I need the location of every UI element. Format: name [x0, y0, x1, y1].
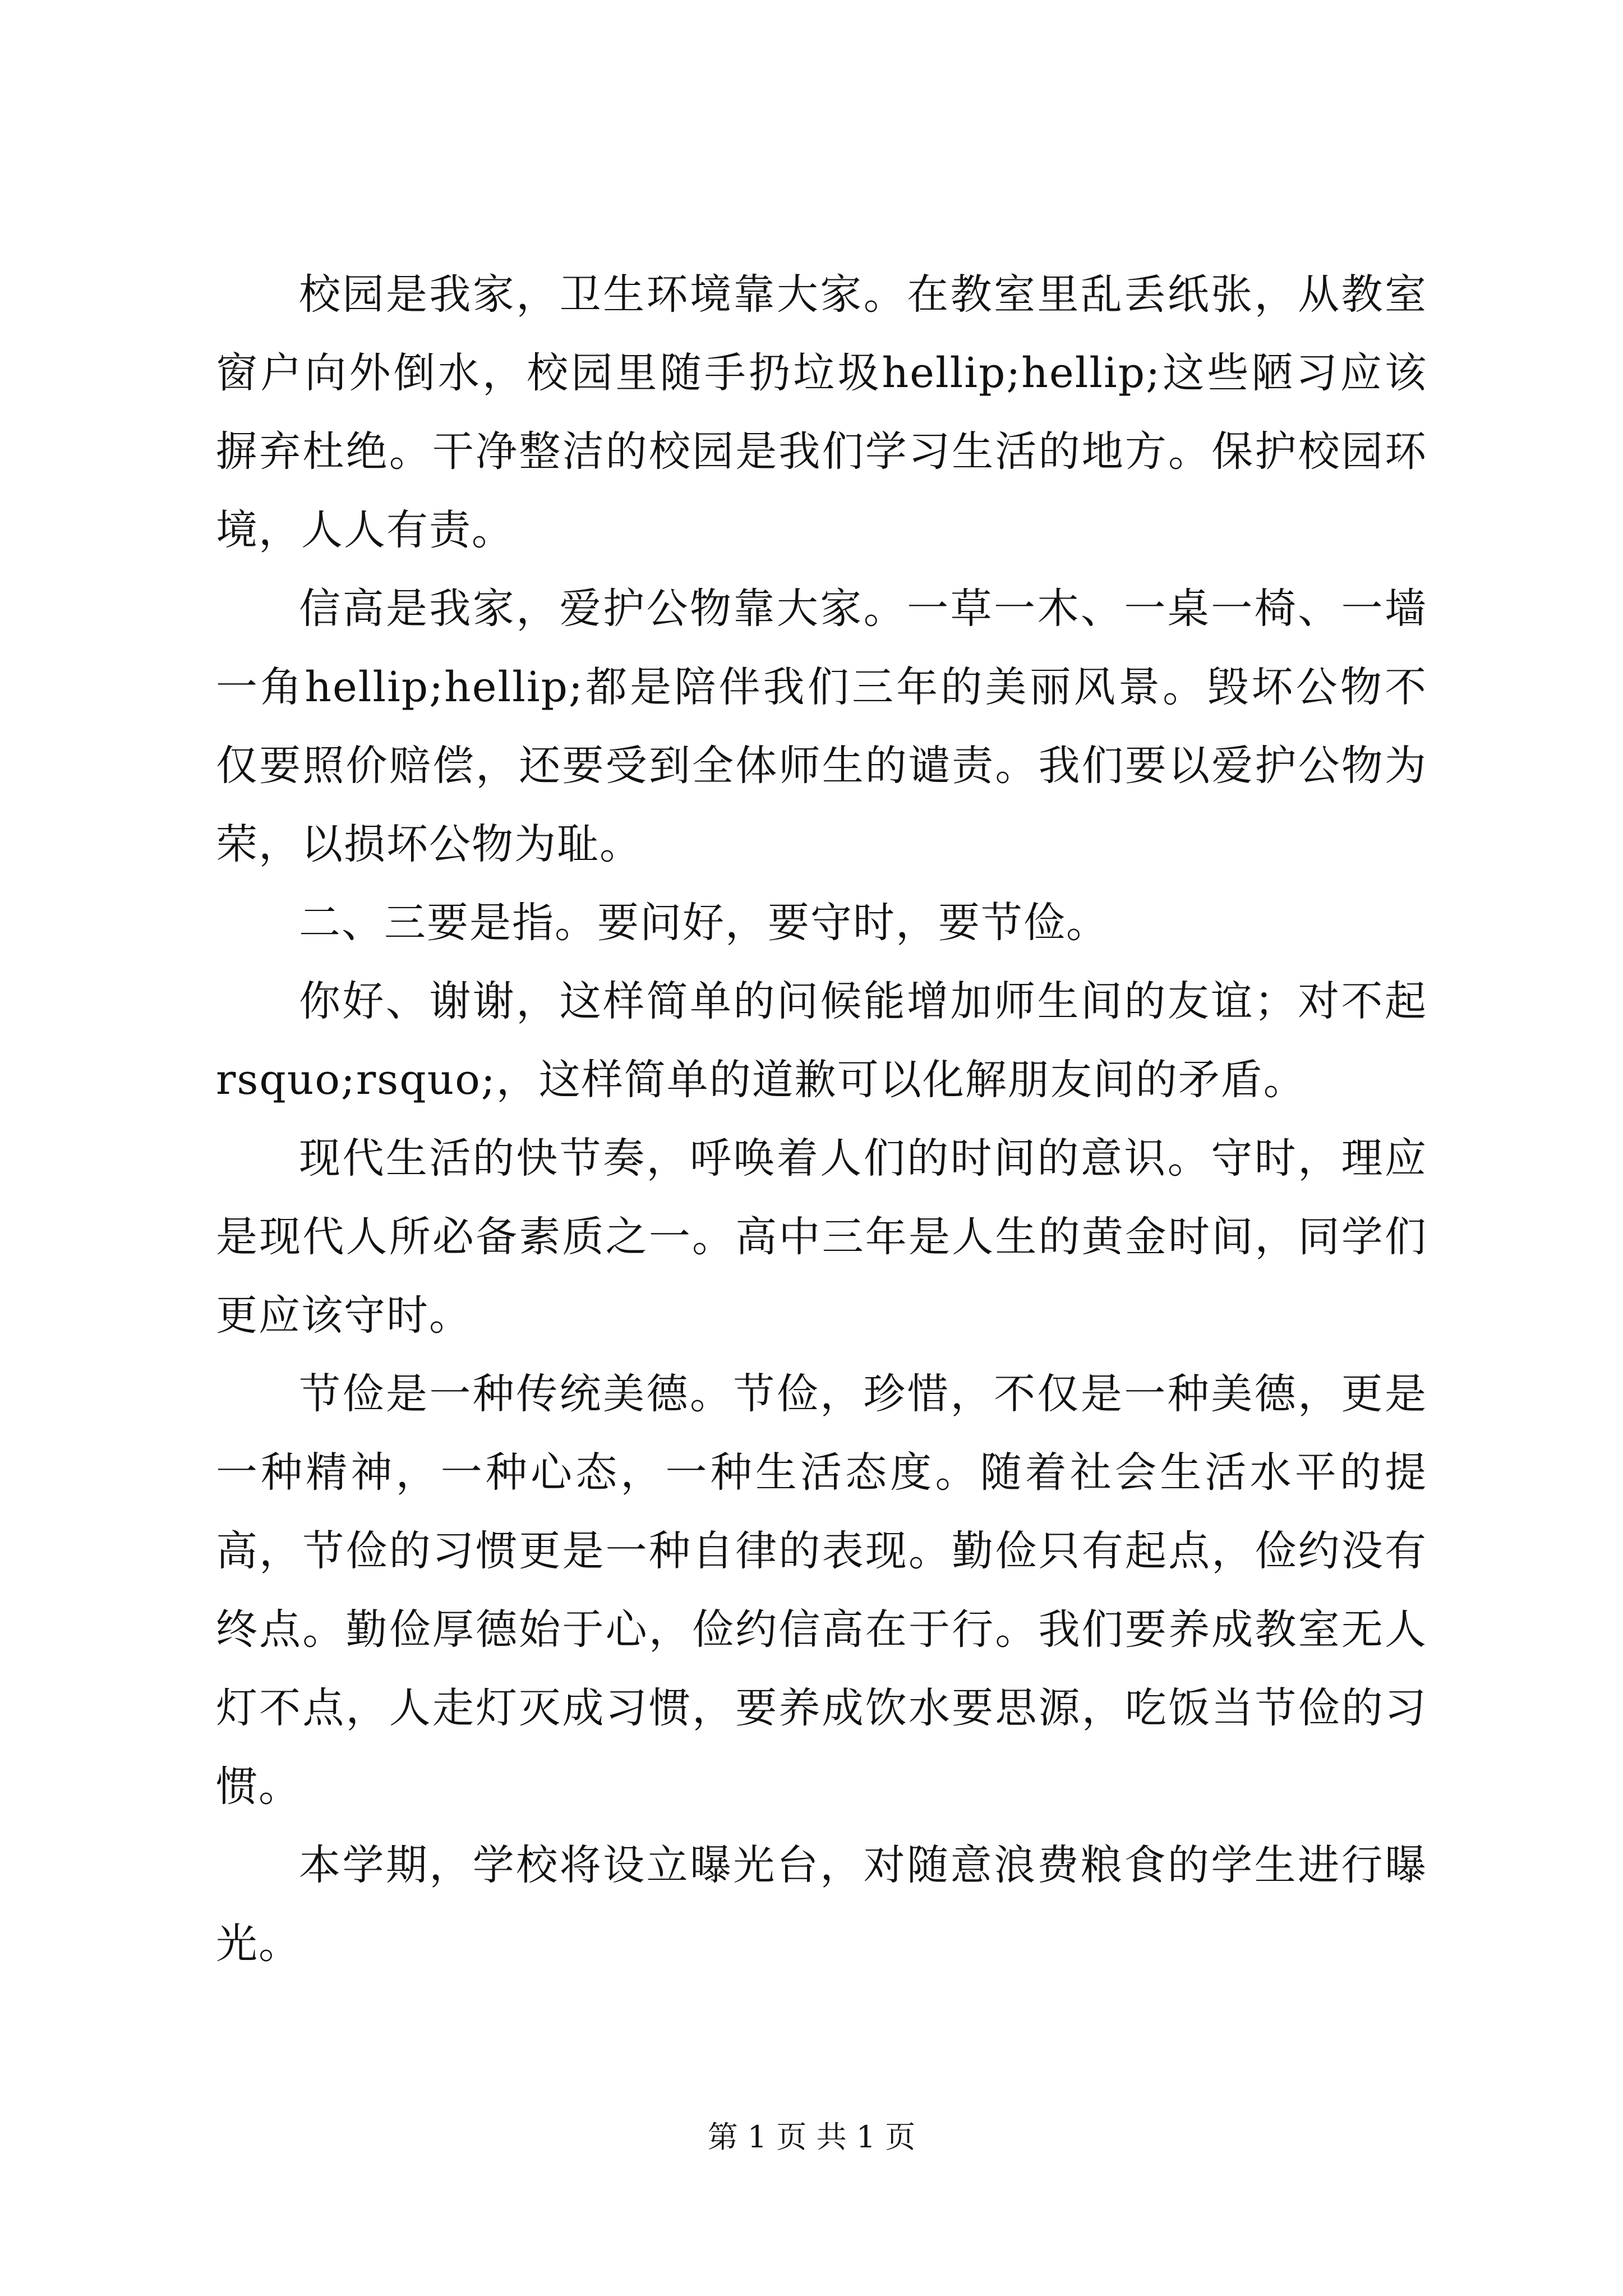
- paragraph-protect-property: 信高是我家，爱护公物靠大家。一草一木、一桌一椅、一墙一角hellip;hellip;都是陪伴我们三年的美丽风景。毁坏公物不仅要照价赔偿，还要受到全体师生的谴责。我们要以爱护公物为荣，以损坏公物为耻。: [216, 585, 1427, 868]
- paragraph-campus-hygiene: 校园是我家，卫生环境靠大家。在教室里乱丢纸张，从教室窗户向外倒水，校园里随手扔垃圾hellip;hellip;这些陋习应该摒弃杜绝。干净整洁的校园是我们学习生活的地方。保护校园环境，人人有责。: [216, 270, 1427, 554]
- paragraph-greetings: 你好、谢谢，这样简单的问候能增加师生间的友谊；对不起rsquo;rsquo;，这样简单的道歉可以化解朋友间的矛盾。: [216, 977, 1427, 1104]
- paragraph-punctuality: 现代生活的快节奏，呼唤着人们的时间的意识。守时，理应是现代人所必备素质之一。高中三年是人生的黄金时间，同学们更应该守时。: [216, 1134, 1427, 1340]
- paragraph-three-musts: 二、三要是指。要问好，要守时，要节俭。: [299, 899, 1109, 947]
- page-footer: 第 1 页 共 1 页: [707, 2119, 916, 2155]
- paragraph-exposure-board: 本学期，学校将设立曝光台，对随意浪费粮食的学生进行曝光。: [216, 1841, 1427, 1968]
- paragraph-thrift: 节俭是一种传统美德。节俭，珍惜，不仅是一种美德，更是一种精神，一种心态，一种生活态度。随着社会生活水平的提高，节俭的习惯更是一种自律的表现。勤俭只有起点，俭约没有终点。勤俭厚德始于心，俭约信高在于行。我们要养成教室无人灯不点，人走灯灭成习惯，要养成饮水要思源，吃饭当节俭的习惯。: [216, 1370, 1427, 1811]
- document-body: [216, 255, 1427, 1983]
